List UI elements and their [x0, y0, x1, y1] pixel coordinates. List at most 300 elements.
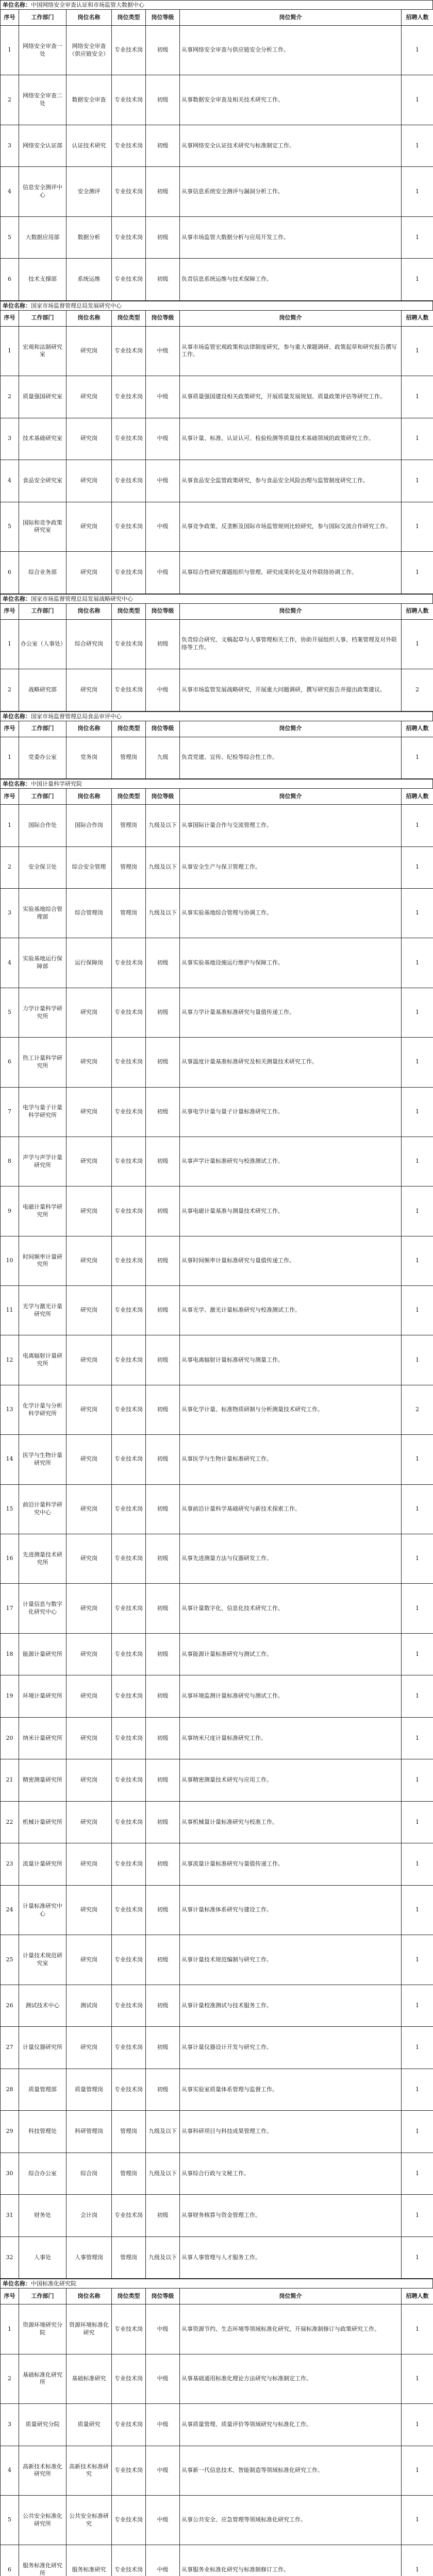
post-level-cell: 中级	[146, 552, 180, 594]
seq-cell: 5	[1, 988, 19, 1037]
dept-cell: 质量强国研究室	[19, 376, 66, 418]
post-name-cell: 综合岗	[66, 2153, 112, 2195]
post-type-cell: 专业技术岗	[112, 1187, 146, 1236]
column-header: 招聘人数	[402, 721, 433, 737]
post-level-cell: 中级	[146, 2404, 180, 2446]
post-desc-cell: 从事安全生产与保卫管理工作。	[180, 846, 402, 889]
dept-cell: 办公室（人事处）	[19, 619, 66, 669]
recruitment-table	[0, 788, 433, 2279]
headcount-cell: 1	[402, 846, 433, 889]
table-row	[1, 1935, 433, 1985]
table-row	[1, 1335, 433, 1385]
unit-name: 中国网络安全审查认证和市场监管大数据中心	[31, 2, 144, 8]
table-row	[1, 1236, 433, 1285]
headcount-cell: 1	[402, 125, 433, 167]
post-desc-cell: 从事实验基地设施运行维护与保障工作。	[180, 938, 402, 988]
post-name-cell: 会计岗	[66, 2195, 112, 2237]
post-level-cell: 初级	[146, 216, 180, 259]
post-desc-cell: 负责党建、宣传、纪检等综合性工作。	[180, 737, 402, 779]
post-name-cell: 基础标准研究	[66, 2354, 112, 2403]
post-desc-cell: 从事计量校准测试与技术服务工作。	[180, 1985, 402, 2027]
post-level-cell: 初级	[146, 1885, 180, 1935]
headcount-cell: 1	[402, 1584, 433, 1633]
post-desc-cell: 从事先进测量方法与仪器研发工作。	[180, 1534, 402, 1583]
post-desc-cell: 从事质量强国建设相关政策研究，开展质量发展规划、质量政策评估等研究工作。	[180, 376, 402, 418]
post-name-cell: 研究岗	[66, 1286, 112, 1335]
dept-cell: 综合办公室	[19, 2153, 66, 2195]
table-header-row	[1, 2289, 433, 2304]
column-header: 岗位类型	[112, 603, 146, 619]
dept-cell: 电磁计量科学研究所	[19, 1187, 66, 1236]
headcount-cell: 1	[402, 1038, 433, 1087]
dept-cell: 声学与声学计量研究所	[19, 1137, 66, 1186]
headcount-cell: 1	[402, 1286, 433, 1335]
seq-cell: 22	[1, 1801, 19, 1843]
post-level-cell: 初级	[146, 1534, 180, 1583]
dept-cell: 技术支撑部	[19, 259, 66, 301]
post-type-cell: 管理岗	[112, 2236, 146, 2279]
post-name-cell: 国际合作岗	[66, 805, 112, 847]
post-name-cell: 研究岗	[66, 1187, 112, 1236]
column-header: 序号	[1, 10, 19, 26]
headcount-cell: 1	[402, 2354, 433, 2403]
headcount-cell: 1	[402, 2236, 433, 2279]
post-name-cell: 综合研究岗	[66, 619, 112, 669]
seq-cell: 15	[1, 1484, 19, 1534]
post-desc-cell: 从事综合性研究课题组织与管理、研究成果转化及对外联络协调工作。	[180, 552, 402, 594]
post-level-cell: 中级	[146, 2545, 180, 2576]
column-header: 岗位等级	[146, 789, 180, 805]
dept-cell: 精密测量研究所	[19, 1759, 66, 1802]
column-header: 工作部门	[19, 789, 66, 805]
headcount-cell: 1	[402, 1801, 433, 1843]
dept-cell: 战略研究部	[19, 669, 66, 711]
headcount-cell: 1	[402, 1484, 433, 1534]
seq-cell: 11	[1, 1286, 19, 1335]
dept-cell: 资源环境研究分院	[19, 2304, 66, 2354]
table-row	[1, 502, 433, 551]
post-level-cell: 初级	[146, 1801, 180, 1843]
post-level-cell: 中级	[146, 2446, 180, 2495]
seq-cell: 4	[1, 938, 19, 988]
post-level-cell: 中级	[146, 2496, 180, 2545]
post-type-cell: 管理岗	[112, 805, 146, 847]
post-desc-cell: 从事网络安全认证技术研究与标准制定工作。	[180, 125, 402, 167]
unit-section	[0, 301, 433, 594]
table-header-row	[1, 789, 433, 805]
post-level-cell: 九级及以下	[146, 2111, 180, 2153]
recruitment-table	[0, 603, 433, 711]
post-name-cell: 认证技术研究	[66, 125, 112, 167]
post-desc-cell: 负责综合研究、文稿起草与人事管理相关工作，协助开展组织人事、档案管理及对外联络等工作。	[180, 619, 402, 669]
table-row	[1, 889, 433, 938]
table-row	[1, 669, 433, 711]
post-level-cell: 初级	[146, 1236, 180, 1285]
post-name-cell: 研究岗	[66, 1435, 112, 1484]
unit-section	[0, 2279, 433, 2576]
table-row	[1, 1534, 433, 1583]
seq-cell: 32	[1, 2236, 19, 2279]
post-level-cell: 初级	[146, 1935, 180, 1985]
post-desc-cell: 从事资源节约、生态环境等领域标准化研究，开展标准制修订与政策研究工作。	[180, 2304, 402, 2354]
headcount-cell: 1	[402, 1335, 433, 1385]
column-header: 序号	[1, 310, 19, 326]
post-desc-cell: 从事电离辐射计量标准研究与测量工作。	[180, 1335, 402, 1385]
headcount-cell: 1	[402, 2496, 433, 2545]
post-level-cell: 九级及以下	[146, 889, 180, 938]
dept-cell: 食品安全研究室	[19, 460, 66, 502]
post-type-cell: 专业技术岗	[112, 1137, 146, 1186]
unit-name: 中国标准化研究院	[31, 2280, 76, 2287]
post-desc-cell: 从事计量数字化、信息化技术研究工作。	[180, 1584, 402, 1633]
post-name-cell: 研究岗	[66, 418, 112, 460]
headcount-cell: 1	[402, 2545, 433, 2576]
unit-name: 中国计量科学研究院	[31, 781, 82, 788]
post-type-cell: 专业技术岗	[112, 1801, 146, 1843]
table-row	[1, 1385, 433, 1434]
table-row	[1, 1801, 433, 1843]
column-header: 序号	[1, 2289, 19, 2304]
table-header-row	[1, 310, 433, 326]
post-name-cell: 研究岗	[66, 2027, 112, 2069]
column-header: 岗位简介	[180, 2289, 402, 2304]
column-header: 招聘人数	[402, 789, 433, 805]
post-name-cell: 研究岗	[66, 1534, 112, 1583]
headcount-cell: 2	[402, 1385, 433, 1434]
post-level-cell: 中级	[146, 502, 180, 551]
dept-cell: 先进测量技术研究所	[19, 1534, 66, 1583]
table-row	[1, 2236, 433, 2279]
post-type-cell: 专业技术岗	[112, 2195, 146, 2237]
column-header: 岗位等级	[146, 310, 180, 326]
table-row	[1, 619, 433, 669]
post-type-cell: 专业技术岗	[112, 418, 146, 460]
column-header: 岗位名称	[66, 310, 112, 326]
table-row	[1, 805, 433, 847]
post-name-cell: 研究岗	[66, 988, 112, 1037]
headcount-cell: 1	[402, 2027, 433, 2069]
dept-cell: 化学计量与分析科学研究所	[19, 1385, 66, 1434]
seq-cell: 4	[1, 2446, 19, 2495]
post-name-cell: 系统运维	[66, 259, 112, 301]
table-row	[1, 259, 433, 301]
post-name-cell: 研究岗	[66, 1584, 112, 1633]
dept-cell: 时间频率计量研究所	[19, 1236, 66, 1285]
headcount-cell: 1	[402, 1843, 433, 1886]
table-row	[1, 1675, 433, 1718]
column-header: 岗位名称	[66, 2289, 112, 2304]
column-header: 序号	[1, 721, 19, 737]
post-name-cell: 综合安全管理	[66, 846, 112, 889]
unit-label: 单位名称：	[3, 713, 31, 720]
post-level-cell: 中级	[146, 669, 180, 711]
column-header: 岗位简介	[180, 603, 402, 619]
post-level-cell: 中级	[146, 460, 180, 502]
post-level-cell: 初级	[146, 1435, 180, 1484]
unit-name: 国家市场监督管理总局食品审评中心	[31, 713, 122, 720]
post-name-cell: 科研管理岗	[66, 2111, 112, 2153]
column-header: 岗位简介	[180, 10, 402, 26]
seq-cell: 16	[1, 1534, 19, 1583]
headcount-cell: 1	[402, 889, 433, 938]
column-header: 岗位等级	[146, 721, 180, 737]
recruitment-table	[0, 721, 433, 779]
column-header: 工作部门	[19, 10, 66, 26]
post-level-cell: 中级	[146, 418, 180, 460]
post-type-cell: 专业技术岗	[112, 502, 146, 551]
post-level-cell: 初级	[146, 75, 180, 125]
table-row	[1, 216, 433, 259]
post-desc-cell: 从事网络安全审查与供应链安全分析工作。	[180, 26, 402, 75]
headcount-cell: 1	[402, 1885, 433, 1935]
post-desc-cell: 从事新一代信息技术、智能制造等领域标准化研究工作。	[180, 2446, 402, 2495]
post-name-cell: 人事管理岗	[66, 2236, 112, 2279]
post-name-cell: 研究岗	[66, 1843, 112, 1886]
unit-name-line	[0, 301, 433, 310]
headcount-cell: 2	[402, 669, 433, 711]
post-name-cell: 研究岗	[66, 1935, 112, 1985]
post-desc-cell: 从事科研项目与科技成果管理工作。	[180, 2111, 402, 2153]
post-type-cell: 专业技术岗	[112, 167, 146, 216]
table-header-row	[1, 721, 433, 737]
post-name-cell: 党务岗	[66, 737, 112, 779]
post-desc-cell: 从事食品安全监管政策研究，参与食品安全风险治理与监管制度研究工作。	[180, 460, 402, 502]
headcount-cell: 1	[402, 737, 433, 779]
table-row	[1, 1087, 433, 1137]
table-row	[1, 2404, 433, 2446]
table-row	[1, 1038, 433, 1087]
dept-cell: 高新技术标准化研究所	[19, 2446, 66, 2495]
dept-cell: 大数据应用部	[19, 216, 66, 259]
post-level-cell: 初级	[146, 167, 180, 216]
post-name-cell: 研究岗	[66, 1087, 112, 1137]
post-name-cell: 资源环境标准化研究	[66, 2304, 112, 2354]
seq-cell: 1	[1, 619, 19, 669]
column-header: 岗位等级	[146, 10, 180, 26]
post-type-cell: 管理岗	[112, 737, 146, 779]
headcount-cell: 1	[402, 167, 433, 216]
seq-cell: 3	[1, 2404, 19, 2446]
post-level-cell: 初级	[146, 988, 180, 1037]
post-level-cell: 初级	[146, 1286, 180, 1335]
unit-name-line	[0, 594, 433, 603]
column-header: 岗位名称	[66, 603, 112, 619]
headcount-cell: 1	[402, 552, 433, 594]
column-header: 工作部门	[19, 721, 66, 737]
post-type-cell: 管理岗	[112, 2153, 146, 2195]
unit-section	[0, 0, 433, 301]
dept-cell: 能源计量研究所	[19, 1633, 66, 1675]
headcount-cell: 1	[402, 938, 433, 988]
post-type-cell: 专业技术岗	[112, 1484, 146, 1534]
table-header-row	[1, 603, 433, 619]
post-desc-cell: 从事国际计量合作与交流管理工作。	[180, 805, 402, 847]
post-type-cell: 专业技术岗	[112, 2069, 146, 2111]
post-type-cell: 管理岗	[112, 846, 146, 889]
seq-cell: 23	[1, 1843, 19, 1886]
seq-cell: 3	[1, 125, 19, 167]
post-type-cell: 专业技术岗	[112, 1717, 146, 1759]
column-header: 岗位简介	[180, 789, 402, 805]
post-name-cell: 研究岗	[66, 1885, 112, 1935]
post-type-cell: 专业技术岗	[112, 2496, 146, 2545]
table-row	[1, 1885, 433, 1935]
unit-label: 单位名称：	[3, 302, 31, 309]
post-type-cell: 管理岗	[112, 2111, 146, 2153]
dept-cell: 技术基础研究室	[19, 418, 66, 460]
seq-cell: 12	[1, 1335, 19, 1385]
post-desc-cell: 从事光学、激光计量标准研究与校准测试工作。	[180, 1286, 402, 1335]
column-header: 岗位等级	[146, 2289, 180, 2304]
headcount-cell: 1	[402, 2153, 433, 2195]
dept-cell: 热工计量科学研究所	[19, 1038, 66, 1087]
post-type-cell: 专业技术岗	[112, 552, 146, 594]
post-type-cell: 专业技术岗	[112, 988, 146, 1037]
column-header: 岗位类型	[112, 10, 146, 26]
post-desc-cell: 从事电磁计量基准与测量技术研究工作。	[180, 1187, 402, 1236]
post-level-cell: 九级及以下	[146, 2236, 180, 2279]
seq-cell: 7	[1, 1087, 19, 1137]
dept-cell: 计量仪器研究所	[19, 2027, 66, 2069]
headcount-cell: 1	[402, 988, 433, 1037]
post-type-cell: 专业技术岗	[112, 326, 146, 376]
post-level-cell: 初级	[146, 1335, 180, 1385]
post-type-cell: 管理岗	[112, 889, 146, 938]
headcount-cell: 1	[402, 326, 433, 376]
seq-cell: 2	[1, 669, 19, 711]
table-row	[1, 460, 433, 502]
post-type-cell: 专业技术岗	[112, 2304, 146, 2354]
column-header: 序号	[1, 789, 19, 805]
dept-cell: 党委办公室	[19, 737, 66, 779]
post-desc-cell: 从事计量仪器设计开发与研究工作。	[180, 2027, 402, 2069]
post-type-cell: 专业技术岗	[112, 1286, 146, 1335]
post-name-cell: 数据分析	[66, 216, 112, 259]
table-row	[1, 1584, 433, 1633]
seq-cell: 24	[1, 1885, 19, 1935]
column-header: 岗位名称	[66, 789, 112, 805]
headcount-cell: 1	[402, 1985, 433, 2027]
seq-cell: 2	[1, 846, 19, 889]
seq-cell: 6	[1, 259, 19, 301]
seq-cell: 29	[1, 2111, 19, 2153]
post-level-cell: 九级	[146, 737, 180, 779]
unit-section	[0, 711, 433, 779]
post-desc-cell: 从事计量标准体系研究与建设工作。	[180, 1885, 402, 1935]
headcount-cell: 1	[402, 1435, 433, 1484]
seq-cell: 28	[1, 2069, 19, 2111]
dept-cell: 财务处	[19, 2195, 66, 2237]
headcount-cell: 1	[402, 2446, 433, 2495]
post-type-cell: 专业技术岗	[112, 2404, 146, 2446]
post-desc-cell: 从事时间频率计量标准研究与量值传递工作。	[180, 1236, 402, 1285]
post-type-cell: 专业技术岗	[112, 75, 146, 125]
headcount-cell: 1	[402, 2069, 433, 2111]
post-type-cell: 专业技术岗	[112, 1236, 146, 1285]
post-name-cell: 研究岗	[66, 1801, 112, 1843]
table-row	[1, 2069, 433, 2111]
column-header: 岗位类型	[112, 2289, 146, 2304]
post-level-cell: 初级	[146, 1843, 180, 1886]
post-level-cell: 初级	[146, 1484, 180, 1534]
seq-cell: 27	[1, 2027, 19, 2069]
column-header: 岗位名称	[66, 10, 112, 26]
dept-cell: 电离辐射计量研究所	[19, 1335, 66, 1385]
column-header: 工作部门	[19, 2289, 66, 2304]
seq-cell: 5	[1, 216, 19, 259]
table-row	[1, 2545, 433, 2576]
post-level-cell: 初级	[146, 619, 180, 669]
column-header: 工作部门	[19, 603, 66, 619]
post-type-cell: 专业技术岗	[112, 1985, 146, 2027]
post-name-cell: 综合管理岗	[66, 889, 112, 938]
table-row	[1, 2446, 433, 2495]
post-desc-cell: 从事信息系统安全测评与漏洞分析工作。	[180, 167, 402, 216]
post-name-cell: 研究岗	[66, 1675, 112, 1718]
headcount-cell: 1	[402, 2195, 433, 2237]
dept-cell: 纳米计量研究所	[19, 1717, 66, 1759]
post-level-cell: 初级	[146, 125, 180, 167]
headcount-cell: 1	[402, 216, 433, 259]
headcount-cell: 1	[402, 460, 433, 502]
post-name-cell: 服务标准研究	[66, 2545, 112, 2576]
column-header: 招聘人数	[402, 2289, 433, 2304]
post-name-cell: 研究岗	[66, 502, 112, 551]
dept-cell: 计量标准研究中心	[19, 1885, 66, 1935]
post-desc-cell: 从事市场监管发展战略研究，开展重大问题调研，撰写研究报告并提出政策建议。	[180, 669, 402, 711]
dept-cell: 计量技术规范研究室	[19, 1935, 66, 1985]
headcount-cell: 1	[402, 376, 433, 418]
dept-cell: 信息安全测评中心	[19, 167, 66, 216]
post-desc-cell: 从事前沿计量科学基础研究与新技术探索工作。	[180, 1484, 402, 1534]
seq-cell: 3	[1, 889, 19, 938]
unit-name-line	[0, 0, 433, 9]
dept-cell: 质量研究分院	[19, 2404, 66, 2446]
post-desc-cell: 从事人事管理与人才服务工作。	[180, 2236, 402, 2279]
seq-cell: 2	[1, 2354, 19, 2403]
table-row	[1, 376, 433, 418]
dept-cell: 医学与生物计量研究所	[19, 1435, 66, 1484]
seq-cell: 21	[1, 1759, 19, 1802]
post-desc-cell: 从事公共安全、应急管理等领域标准化研究工作。	[180, 2496, 402, 2545]
seq-cell: 1	[1, 2304, 19, 2354]
dept-cell: 国际合作处	[19, 805, 66, 847]
post-desc-cell: 从事声学计量标准研究与校准测试工作。	[180, 1137, 402, 1186]
table-row	[1, 2354, 433, 2403]
table-row	[1, 1435, 433, 1484]
headcount-cell: 1	[402, 259, 433, 301]
post-level-cell: 初级	[146, 1985, 180, 2027]
dept-cell: 网络安全审查二处	[19, 75, 66, 125]
post-level-cell: 初级	[146, 1584, 180, 1633]
seq-cell: 1	[1, 26, 19, 75]
post-name-cell: 公共安全标准研究	[66, 2496, 112, 2545]
post-desc-cell: 从事纳米尺度计量标准研究工作。	[180, 1717, 402, 1759]
post-desc-cell: 从事计量、标准、认证认可、检验检测等质量技术基础领域的政策研究工作。	[180, 418, 402, 460]
seq-cell: 5	[1, 2496, 19, 2545]
dept-cell: 机械计量研究所	[19, 1801, 66, 1843]
headcount-cell: 1	[402, 1717, 433, 1759]
dept-cell: 环境计量研究所	[19, 1675, 66, 1718]
post-desc-cell: 从事市场监管宏观政策和法律制度研究，参与重大课题调研、政策起草和研究报告撰写工作。	[180, 326, 402, 376]
post-level-cell: 九级及以下	[146, 805, 180, 847]
table-row	[1, 75, 433, 125]
seq-cell: 4	[1, 460, 19, 502]
table-row	[1, 1717, 433, 1759]
post-name-cell: 运行保障岗	[66, 938, 112, 988]
table-row	[1, 1286, 433, 1335]
headcount-cell: 1	[402, 1137, 433, 1186]
